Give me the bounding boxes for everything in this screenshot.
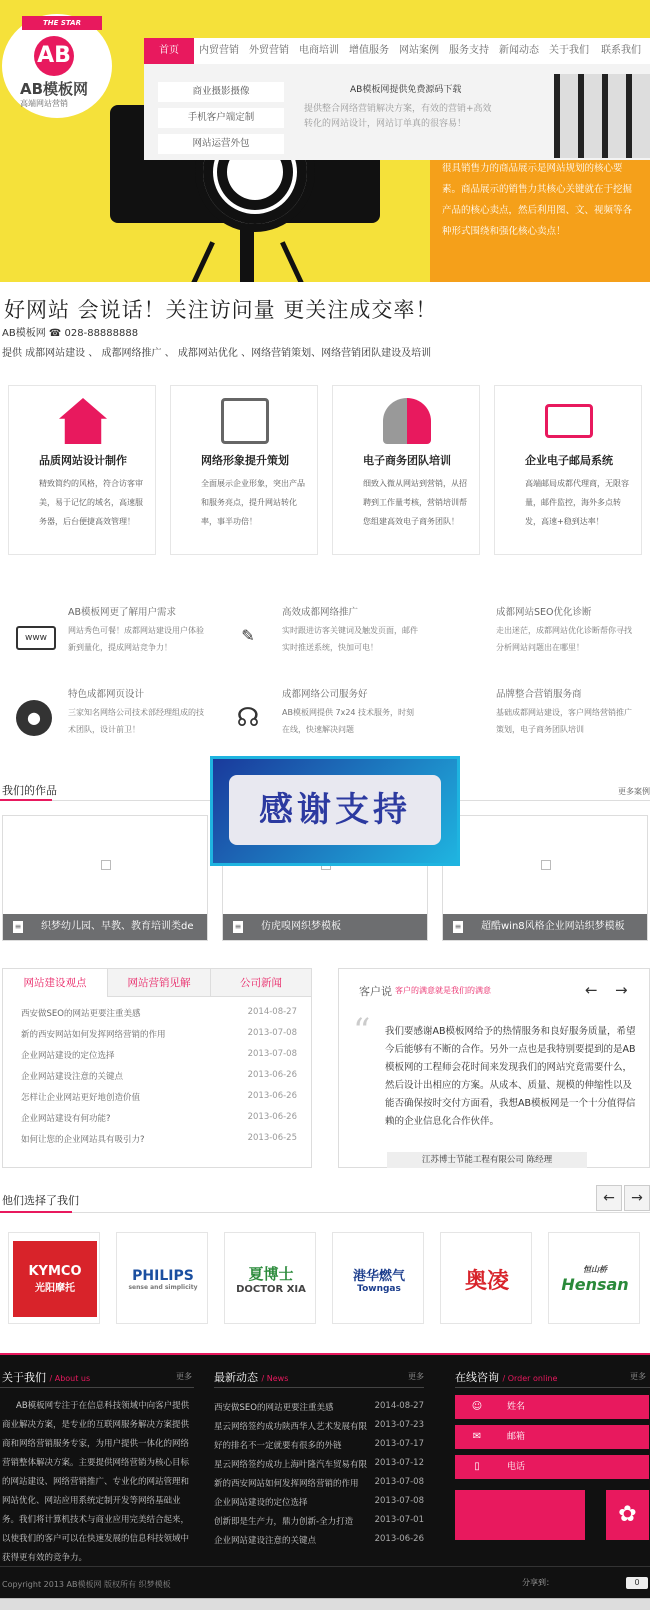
logo-name: AB模板网 bbox=[20, 80, 89, 98]
monitor-icon bbox=[221, 398, 269, 444]
phone-icon: ▯ bbox=[474, 1461, 480, 1472]
tripod-illustration bbox=[240, 225, 254, 282]
services-line: 提供 成都网站建设 、 成都网络推广 、 成都网站优化 、网络营销策划、网络营销团队建设及培训 bbox=[2, 348, 432, 359]
service-box[interactable] bbox=[8, 385, 156, 555]
footer-news-row[interactable]: 西安做SEO的网站更要注重美感 2014-08-27 bbox=[214, 1401, 424, 1413]
nav-item-ecommerce-training[interactable]: 电商培训 bbox=[299, 45, 339, 56]
news-date: 2013-06-26 bbox=[247, 1070, 297, 1080]
brand-mark bbox=[13, 1241, 97, 1317]
footer-about-more[interactable]: 更多 bbox=[176, 1372, 192, 1381]
partner-logo-aoling[interactable] bbox=[440, 1232, 532, 1324]
testimonial-subtitle: 客户的满意就是我们的满意 bbox=[395, 986, 491, 995]
footer-news-row[interactable]: 星云网络签约成功陕西华人艺术发展有限 2013-07-23 bbox=[214, 1420, 424, 1432]
globe-icon: ● bbox=[16, 700, 52, 736]
footer-news-row[interactable]: 新的西安网站如何发挥网络营销的作用 2013-07-08 bbox=[214, 1477, 424, 1489]
work-card[interactable] bbox=[2, 815, 208, 941]
feature-title[interactable]: 成都网站SEO优化诊断 bbox=[496, 607, 592, 618]
news-row[interactable] bbox=[21, 1091, 301, 1103]
pencil-icon: ✎ bbox=[230, 618, 266, 654]
footer-about-text: AB模板网专注于在信息科技领域中向客户提供商业解决方案，是专业的互联网服务解决方案提供商和网络营销服务专家，为用户提供一体化的网络营销整体解决方案。主要提供网络营销为核心目标的网站建设、网络营销推广、专业化的网站管理和网站优化、网站应用系统定制开发等网络基础业务。我们将计算机技术与商业应用完美结合起来，以使我们的客户可以在快速发展的信息科技领域中获得更有效的竞争力。 bbox=[2, 1401, 190, 1563]
partners-next-arrow-icon[interactable]: → bbox=[624, 1185, 650, 1211]
news-row[interactable] bbox=[21, 1133, 301, 1145]
partner-logo-hensan[interactable] bbox=[548, 1232, 640, 1324]
feature-item bbox=[6, 686, 206, 756]
news-date: 2013-06-26 bbox=[247, 1091, 297, 1101]
consult-message-box[interactable] bbox=[455, 1490, 585, 1540]
logo-subtitle: 高端网站营销 bbox=[20, 99, 68, 108]
brand-sub: DOCTOR XIA bbox=[236, 1284, 306, 1295]
brand-sub: 光阳摩托 bbox=[35, 1283, 75, 1294]
nav-item-news[interactable]: 新闻动态 bbox=[499, 45, 539, 56]
thanks-text: 感谢支持 bbox=[229, 775, 441, 845]
mail-icon: ✉ bbox=[472, 1431, 482, 1442]
news-title[interactable]: 企业网站建设有何功能? bbox=[21, 1114, 111, 1124]
brand-mark bbox=[337, 1241, 421, 1317]
footer-news-row[interactable]: 星云网络签约成功上海叶隆汽车贸易有限 2013-07-12 bbox=[214, 1458, 424, 1470]
dropdown-item-photography[interactable]: 商业摄影摄像 bbox=[158, 82, 284, 102]
tab-website-views[interactable]: 网站建设观点 bbox=[3, 969, 107, 997]
nav-item-cases[interactable]: 网站案例 bbox=[399, 45, 439, 56]
person-icon: ☺ bbox=[471, 1401, 483, 1412]
service-box-text: 精致简约的风格，符合访客审美，易于记忆的域名，高速服务器，后台便捷高效管理！ bbox=[39, 479, 143, 526]
consult-email-button[interactable] bbox=[455, 1425, 649, 1449]
partner-logo-doctorxia[interactable] bbox=[224, 1232, 316, 1324]
brand-name: PHILIPS bbox=[132, 1267, 194, 1284]
broken-image-icon bbox=[101, 860, 111, 870]
news-row[interactable] bbox=[21, 1007, 301, 1019]
footer-news-title: 最新动态 / News bbox=[214, 1371, 289, 1384]
service-box-text: 全面展示企业形象，突出产品和服务亮点，提升网站转化率，事半功倍！ bbox=[201, 479, 305, 526]
logo-tag: THE STAR bbox=[22, 16, 102, 30]
nav-item-value-added[interactable]: 增值服务 bbox=[349, 45, 389, 56]
brand-mark bbox=[445, 1241, 529, 1317]
service-box[interactable] bbox=[332, 385, 480, 555]
brand-sub: sense and simplicity bbox=[128, 1283, 198, 1291]
next-arrow-icon[interactable]: → bbox=[615, 981, 628, 999]
feature-text: AB模板网提供 7x24 技术服务，时刻在线，快速解决问题 bbox=[282, 708, 415, 734]
news-title[interactable]: 怎样让企业网站更好地创造价值 bbox=[21, 1093, 141, 1103]
brand-sub: Towngas bbox=[357, 1283, 401, 1294]
nav-item-domestic-marketing[interactable]: 内贸营销 bbox=[199, 45, 239, 56]
page-slogan: 好网站 会说话！关注访问量 更关注成交率！ bbox=[4, 298, 438, 322]
document-icon: ≡ bbox=[454, 922, 462, 931]
news-date: 2013-06-25 bbox=[247, 1133, 297, 1143]
brand-mark bbox=[229, 1241, 313, 1317]
divider bbox=[0, 1212, 650, 1213]
consult-label: 姓名 bbox=[507, 1402, 526, 1412]
works-heading: 我们的作品 bbox=[2, 784, 57, 797]
site-logo[interactable] bbox=[2, 14, 112, 118]
partner-logo-towngas[interactable] bbox=[332, 1232, 424, 1324]
consult-label: 电话 bbox=[507, 1462, 526, 1472]
tab-company-news[interactable]: 公司新闻 bbox=[210, 969, 311, 997]
heading-underline bbox=[0, 1211, 72, 1213]
feature-item bbox=[220, 604, 420, 674]
news-date: 2013-07-08 bbox=[247, 1049, 297, 1059]
seo-icon bbox=[444, 618, 480, 654]
brand-name: Hensan bbox=[561, 1275, 629, 1294]
service-box[interactable] bbox=[170, 385, 318, 555]
broken-image-icon bbox=[541, 860, 551, 870]
feature-title[interactable]: 成都网络公司服务好 bbox=[282, 689, 368, 700]
feature-text: 网站秀色可餐！成都网站建设用户体验新到量化，提成网站竞争力！ bbox=[68, 626, 204, 652]
footer-news-row[interactable]: 企业网站建设的定位选择 2013-07-08 bbox=[214, 1496, 424, 1508]
footer-news-more[interactable]: 更多 bbox=[408, 1372, 424, 1381]
quote-icon: “ bbox=[353, 1011, 371, 1051]
footer-news-row[interactable]: 企业网站建设注意的关键点 2013-06-26 bbox=[214, 1534, 424, 1546]
brand-name: 奥凌 bbox=[464, 1268, 509, 1294]
nav-item-support[interactable]: 服务支持 bbox=[449, 45, 489, 56]
testimonial-author: 江苏博士节能工程有限公司 陈经理 bbox=[387, 1152, 587, 1168]
divider bbox=[0, 1387, 194, 1388]
news-row[interactable] bbox=[21, 1028, 301, 1040]
www-icon: www bbox=[16, 626, 56, 650]
service-box-title: 网络形象提升策划 bbox=[201, 454, 289, 467]
feature-title[interactable]: AB模板网更了解用户需求 bbox=[68, 607, 177, 618]
divider bbox=[455, 1387, 650, 1388]
news-title[interactable]: 西安做SEO的网站更要注重美感 bbox=[21, 1009, 141, 1019]
contact-phone: AB模板网 ☎ 028-88888888 bbox=[2, 328, 139, 339]
news-title[interactable]: 新的西安网站如何发挥网络营销的作用 bbox=[21, 1030, 166, 1040]
testimonial-panel bbox=[338, 968, 650, 1168]
news-date: 2013-07-08 bbox=[247, 1028, 297, 1038]
partners-prev-arrow-icon[interactable]: ← bbox=[596, 1185, 622, 1211]
nav-item-about[interactable]: 关于我们 bbox=[549, 45, 589, 56]
brand-mark bbox=[553, 1241, 637, 1317]
footer-about-title: 关于我们 / About us bbox=[2, 1371, 91, 1384]
thanks-overlay-image bbox=[210, 756, 460, 866]
copyright-text: Copyright 2013 AB模板网 版权所有 织梦模板 bbox=[2, 1580, 171, 1589]
footer-consult-title: 在线咨询 / Order online bbox=[455, 1371, 558, 1384]
brand-name: 港华燃气 bbox=[352, 1268, 405, 1284]
feature-item bbox=[434, 686, 634, 756]
work-caption: 超酷win8风格企业网站织梦模板 bbox=[443, 914, 647, 940]
service-box-title: 品质网站设计制作 bbox=[39, 454, 127, 467]
brand-mark bbox=[121, 1241, 205, 1317]
work-card[interactable] bbox=[442, 815, 648, 941]
news-row[interactable] bbox=[21, 1112, 301, 1124]
feature-item bbox=[220, 686, 420, 756]
consult-label: 邮箱 bbox=[507, 1432, 526, 1442]
divider bbox=[214, 1387, 424, 1388]
feature-text: 走出迷茫，成都网站优化诊断帮你寻找分析网站问题出在哪里！ bbox=[496, 626, 632, 652]
nav-item-home[interactable]: 首页 bbox=[144, 38, 194, 64]
news-date: 2014-08-27 bbox=[247, 1007, 297, 1017]
service-box[interactable] bbox=[494, 385, 642, 555]
nav-item-foreign-marketing[interactable]: 外贸营销 bbox=[249, 45, 289, 56]
main-nav bbox=[144, 38, 650, 64]
service-box-title: 电子商务团队培训 bbox=[363, 454, 451, 467]
testimonial-text: 我们要感谢AB模板网给予的热情服务和良好服务质量，希望今后能够有不断的合作。另外一点也是我特别要提到的是AB模板网的工程师会花时间来发现我们的网站究竟需要什么，然后设计出相应的方案。从成本、质量、规模的伸缩性以及能否确保按时交付方面看，我想AB模板网是一个十分值得信赖的企业信息化合作伙伴。 bbox=[385, 1026, 636, 1127]
feature-title[interactable]: 特色成都网页设计 bbox=[68, 689, 145, 700]
nav-dropdown-panel bbox=[144, 64, 650, 160]
news-row[interactable] bbox=[21, 1070, 301, 1082]
partner-logo-kymco[interactable] bbox=[8, 1232, 100, 1324]
prev-arrow-icon[interactable]: ← bbox=[585, 981, 598, 999]
news-panel bbox=[2, 968, 312, 1168]
team-icon bbox=[383, 398, 431, 444]
logo-mark-icon: AB bbox=[34, 36, 74, 76]
feature-text: 基础成都网站建设，客户网络营销推广策划，电子商务团队培训 bbox=[496, 708, 632, 734]
tripod-leg-right bbox=[280, 241, 305, 282]
partner-logo-philips[interactable] bbox=[116, 1232, 208, 1324]
service-box-text: 高端邮局成都代理商，无限容量，邮件监控，海外多点转发，高速+稳到达率！ bbox=[525, 479, 629, 526]
tab-marketing-insights[interactable]: 网站营销见解 bbox=[107, 969, 210, 997]
work-caption: 仿虎嗅网织梦模板 bbox=[223, 914, 427, 940]
headset-icon: ☊ bbox=[230, 700, 266, 736]
feature-title[interactable]: 品牌整合营销服务商 bbox=[496, 689, 582, 700]
footer-news-row[interactable]: 好的排名不一定就要有很多的外链 2013-07-17 bbox=[214, 1439, 424, 1451]
horizontal-scrollbar[interactable] bbox=[0, 1598, 650, 1610]
share-count[interactable]: 0 bbox=[626, 1577, 648, 1589]
heading-underline bbox=[0, 799, 52, 801]
feature-item bbox=[6, 604, 206, 674]
work-caption: 织梦幼儿园、早教、教育培训类de bbox=[3, 914, 207, 940]
dropdown-text: 提供整合网络营销解决方案，有效的营销+高效转化的网站设计，网站订单真的很容易！ bbox=[304, 104, 492, 129]
news-title[interactable]: 企业网站建设注意的关键点 bbox=[21, 1072, 124, 1082]
copyright-bar bbox=[0, 1566, 650, 1598]
dropdown-item-mobile-client[interactable]: 手机客户端定制 bbox=[158, 108, 284, 128]
service-box-title: 企业电子邮局系统 bbox=[525, 454, 613, 467]
news-date: 2013-06-26 bbox=[247, 1112, 297, 1122]
hero-orange-panel: 很具销售力的商品展示是网站规划的核心要素。商品展示的销售力其核心关键就在于挖掘产品的核心卖点，然后利用图、文、视频等各种形式围绕和强化核心卖点！ bbox=[430, 150, 650, 282]
service-box-text: 细致入微从网站到营销，从招聘到工作量考核，营销培训帮您组建高效电子商务团队！ bbox=[363, 479, 467, 526]
news-title[interactable]: 企业网站建设的定位选择 bbox=[21, 1051, 115, 1061]
consult-name-button[interactable] bbox=[455, 1395, 649, 1419]
brand-sub: 恒山桥 bbox=[583, 1265, 607, 1274]
feature-text: 实时跟进访客关键词及触发页面，邮件实时推送系统，快加可电！ bbox=[282, 626, 418, 652]
dropdown-title[interactable]: AB模板网提供免费源码下载 bbox=[350, 85, 462, 95]
nav-item-contact[interactable]: 联系我们 bbox=[601, 45, 641, 56]
share-label: 分享到： bbox=[522, 1578, 554, 1587]
house-icon bbox=[59, 398, 107, 444]
news-title[interactable]: 如何让您的企业网站具有吸引力? bbox=[21, 1135, 145, 1145]
brand-name: 夏博士 bbox=[248, 1265, 294, 1283]
paw-icon[interactable]: ✿ bbox=[606, 1490, 649, 1540]
consult-phone-button[interactable] bbox=[455, 1455, 649, 1479]
document-icon: ≡ bbox=[14, 922, 22, 931]
footer-consult-more[interactable]: 更多 bbox=[630, 1372, 646, 1381]
brand-icon bbox=[444, 700, 480, 736]
tripod-leg-left bbox=[190, 241, 215, 282]
testimonial-title: 客户说 bbox=[359, 985, 392, 998]
works-more-link[interactable]: 更多案例 bbox=[618, 787, 650, 796]
brand-name: KYMCO bbox=[28, 1264, 82, 1279]
envelope-icon bbox=[545, 404, 593, 438]
feature-text: 三家知名网络公司技术部经理组成的技术团队，设计前卫！ bbox=[68, 708, 204, 734]
feature-title[interactable]: 高效成都网络推广 bbox=[282, 607, 359, 618]
news-row[interactable] bbox=[21, 1049, 301, 1061]
dropdown-image bbox=[554, 74, 650, 158]
footer-news-row[interactable]: 创新即是生产力，鼎力创新-全力打造 2013-07-01 bbox=[214, 1515, 424, 1527]
feature-item bbox=[434, 604, 634, 674]
document-icon: ≡ bbox=[234, 922, 242, 931]
partners-heading: 他们选择了我们 bbox=[2, 1194, 79, 1207]
dropdown-item-outsourcing[interactable]: 网站运营外包 bbox=[158, 134, 284, 154]
